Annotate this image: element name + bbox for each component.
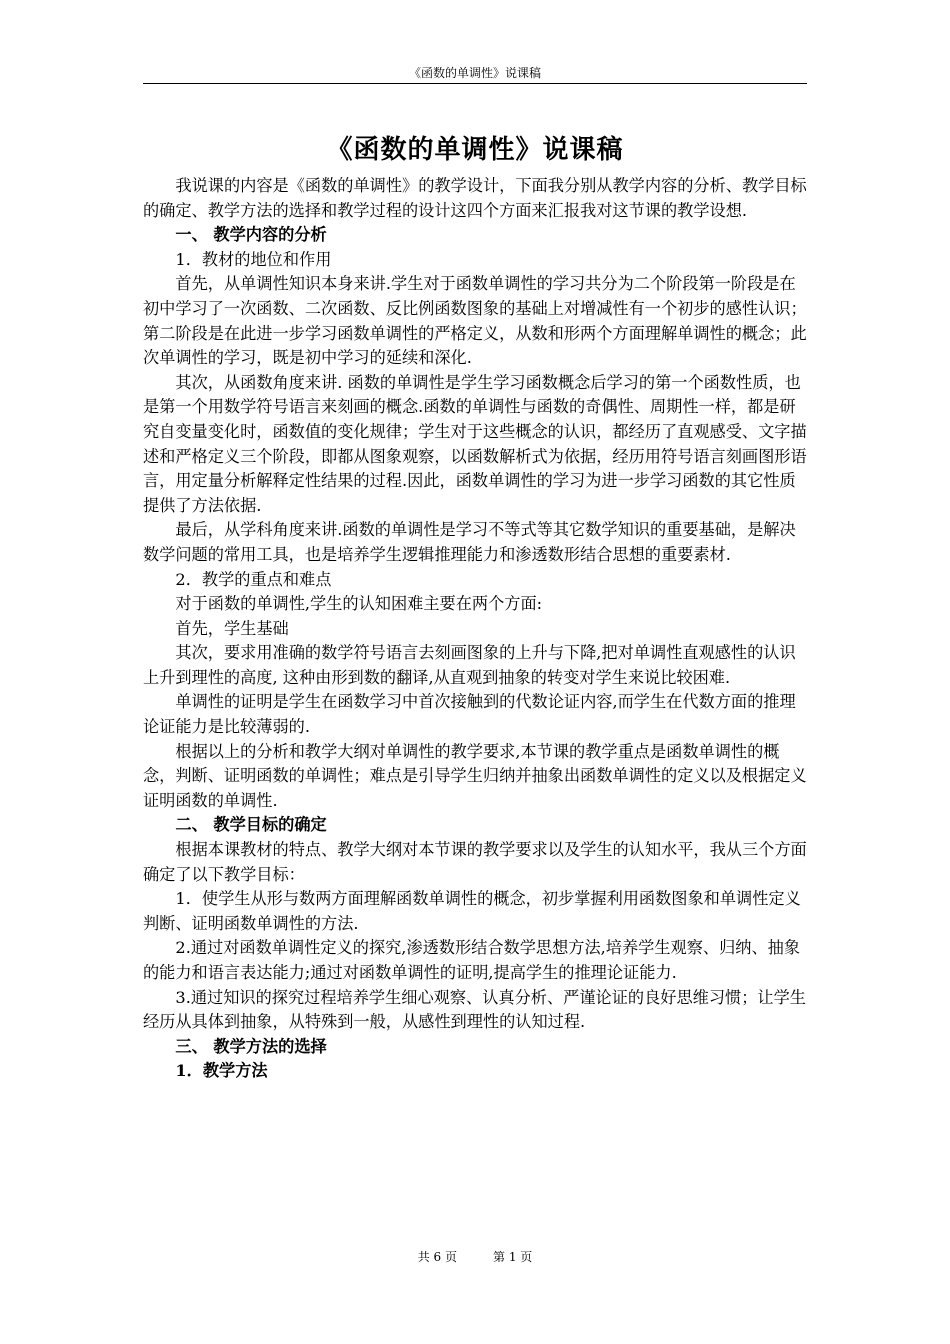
document-title: 《函数的单调性》说课稿 (326, 135, 624, 165)
paragraph: 其次，从函数角度来讲. 函数的单调性是学生学习函数概念后学习的第一个函数性质，也是第一个用数学符号语言来刻画的概念.函数的单调性与函数的奇偶性、周期性一样，都是研究自变量变化时，函数值的变化规律；学生对于这些概念的认识，都经历了直观感受、文字描述和严格定义三个阶段，即都从图象观察，以函数解析式为依据，经历用符号语言刻画图形语言，用定量分析解释定性结果的过程.因此，函数单调性的学习为进一步学习函数的其它性质提供了方法依据. (143, 372, 807, 515)
page-footer (143, 1248, 807, 1266)
goal-item-2: 2.通过对函数单调性定义的探究,渗透数形结合数学思想方法,培养学生观察、归纳、抽象的能力和语言表达能力;通过对函数单调性的证明,提高学生的推理论证能力. (143, 938, 801, 982)
goal-item-1: 1．使学生从形与数两方面理解函数单调性的概念，初步掌握利用函数图象和单调性定义判断、证明函数单调性的方法. (143, 889, 801, 933)
footer-current-page: 第 1 页 (493, 1250, 533, 1264)
header-rule (143, 83, 807, 84)
section-heading-3: 三、 教学方法的选择 (175, 1036, 327, 1056)
paragraph: 首先，从单调性知识本身来讲.学生对于函数单调性的学习共分为二个阶段第一阶段是在初中学习了一次函数、二次函数、反比例函数图象的基础上对增减性有一个初步的感性认识；第二阶段是在此进一步学习函数单调性的严格定义，从数和形两个方面理解单调性的概念；此次单调性的学习，既是初中学习的延续和深化. (143, 274, 807, 368)
paragraph: 对于函数的单调性,学生的认知困难主要在两个方面: (175, 594, 543, 614)
section-heading-1: 一、 教学内容的分析 (175, 225, 327, 245)
subheading-1-2: 2．教学的重点和难点 (175, 569, 332, 589)
paragraph: 根据本课教材的特点、教学大纲对本节课的教学要求以及学生的认知水平，我从三个方面确定了以下教学目标： (143, 840, 807, 884)
intro-paragraph: 我说课的内容是《函数的单调性》的教学设计，下面我分别从教学内容的分析、教学目标的确定、教学方法的选择和教学过程的设计这四个方面来汇报我对这节课的教学设想. (143, 176, 807, 220)
paragraph: 根据以上的分析和教学大纲对单调性的教学要求,本节课的教学重点是函数单调性的概念，判断、证明函数的单调性；难点是引导学生归纳并抽象出函数单调性的定义以及根据定义证明函数的单调性. (143, 741, 807, 810)
paragraph: 首先，学生基础 (175, 618, 289, 638)
footer-total-pages: 共 6 页 (417, 1250, 457, 1264)
paragraph: 单调性的证明是学生在函数学习中首次接触到的代数论证内容,而学生在代数方面的推理论证能力是比较薄弱的. (143, 692, 796, 737)
subheading-1-1: 1．教材的地位和作用 (175, 249, 332, 269)
document-body (143, 174, 807, 1084)
page-header: 《函数的单调性》说课稿 (408, 66, 541, 80)
paragraph: 最后，从学科角度来讲.函数的单调性是学习不等式等其它数学知识的重要基础，是解决数学问题的常用工具，也是培养学生逻辑推理能力和渗透数形结合思想的重要素材. (143, 520, 796, 564)
goal-item-3: 3.通过知识的探究过程培养学生细心观察、认真分析、严谨论证的良好思维习惯；让学生经历从具体到抽象，从特殊到一般，从感性到理性的认知过程. (143, 987, 806, 1032)
subheading-3-1: 1．教学方法 (175, 1061, 268, 1081)
paragraph: 其次，要求用准确的数学符号语言去刻画图象的上升与下降,把对单调性直观感性的认识上升到理性的高度, 这种由形到数的翻译,从直观到抽象的转变对学生来说比较困难. (143, 643, 796, 687)
section-heading-2: 二、 教学目标的确定 (175, 815, 327, 835)
